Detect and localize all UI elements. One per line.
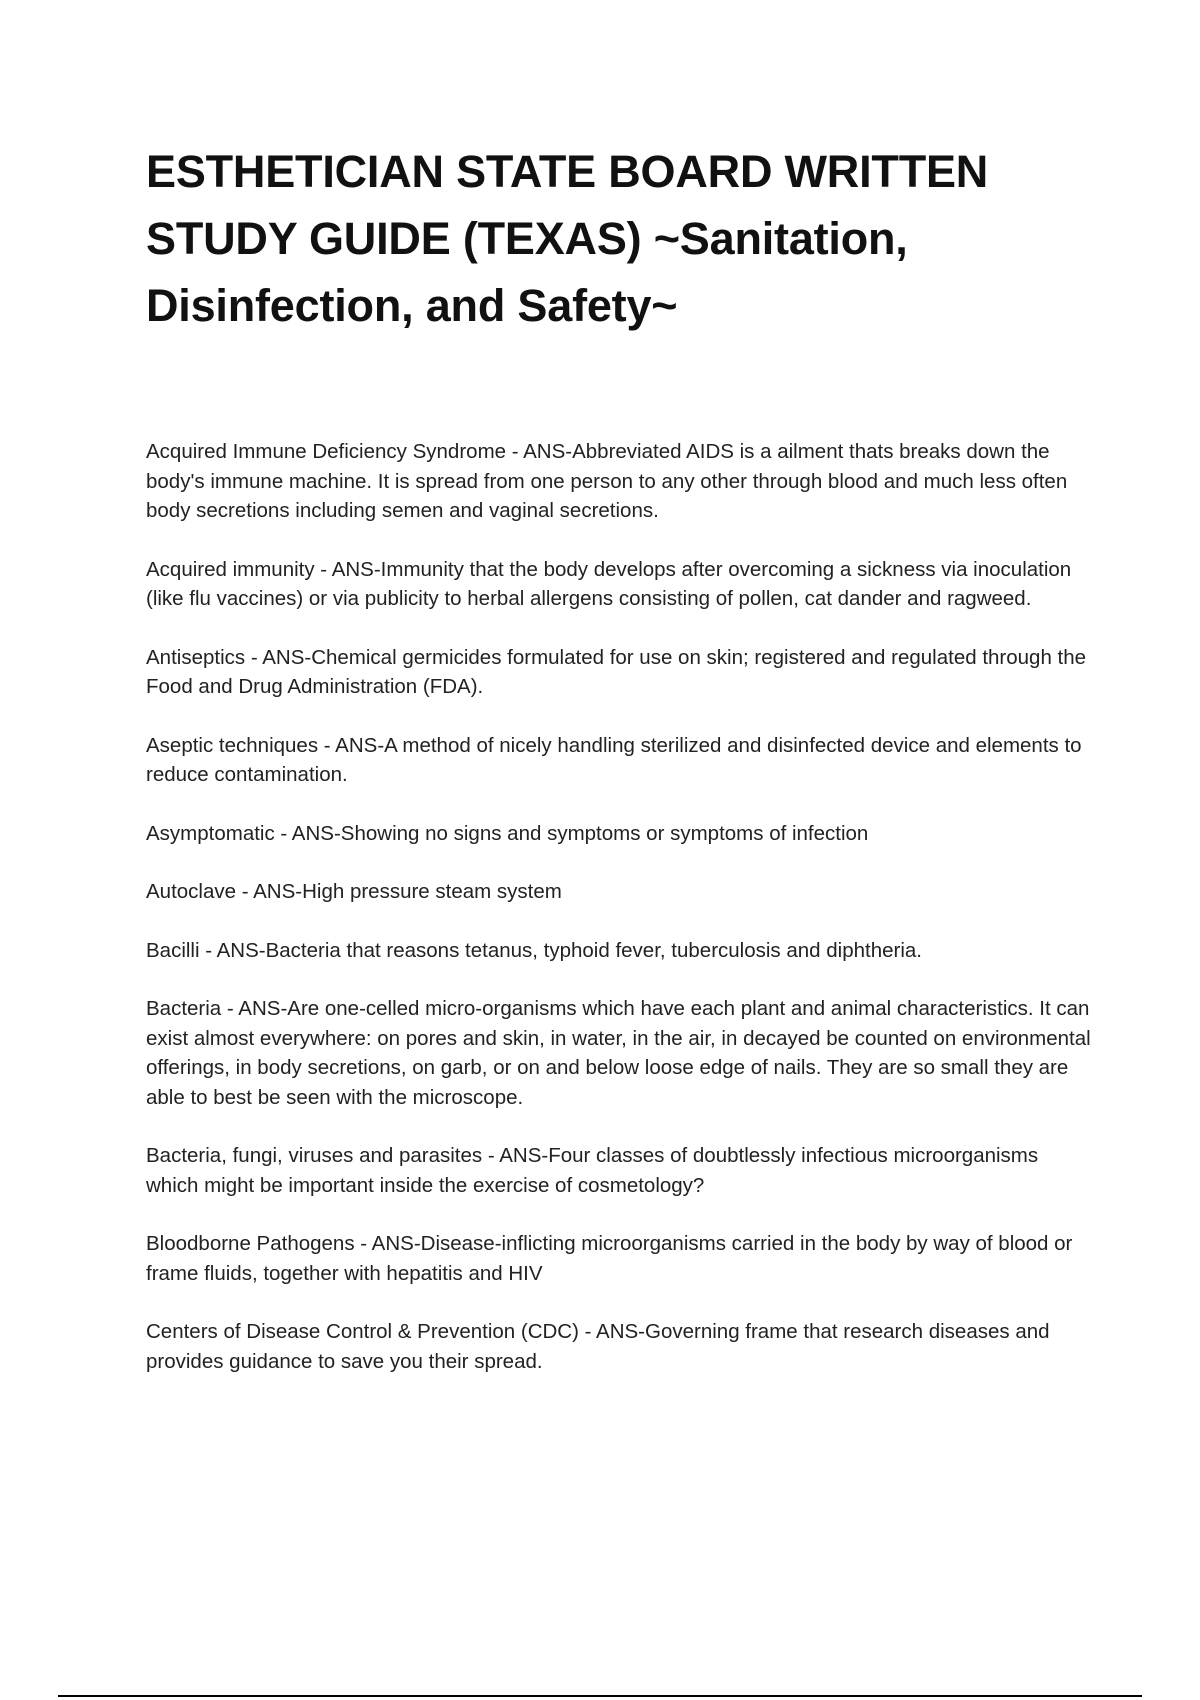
glossary-entry: Aseptic techniques - ANS-A method of nicely handling sterilized and disinfected device and elements to reduce contamination.	[146, 733, 1082, 786]
glossary-entry: Autoclave - ANS-High pressure steam system	[146, 880, 562, 903]
glossary-entry: Bacilli - ANS-Bacteria that reasons tetanus, typhoid fever, tuberculosis and diphtheria.	[146, 938, 923, 962]
glossary-entry: Bloodborne Pathogens - ANS-Disease-inflicting microorganisms carried in the body by way of blood or frame fluids, together with hepatitis and HIV	[146, 1232, 1073, 1285]
glossary-entry: Asymptomatic - ANS-Showing no signs and symptoms or symptoms of infection	[146, 821, 869, 845]
glossary-entry: Acquired immunity - ANS-Immunity that the body develops after overcoming a sickness via inoculation (like flu vaccines) or via publicity to herbal allergens consisting of pollen, cat dander and ragweed.	[146, 557, 1072, 610]
glossary-entry: Antiseptics - ANS-Chemical germicides formulated for use on skin; registered and regulated through the Food and Drug Administration (FDA).	[146, 645, 1087, 698]
glossary-entries	[146, 437, 1096, 1405]
glossary-entry: Acquired Immune Deficiency Syndrome - ANS-Abbreviated AIDS is a ailment thats breaks down the body's immune machine. It is spread from one person to any other through blood and much less often body secretions including semen and vaginal secretions.	[146, 440, 1068, 522]
footer-divider	[58, 1695, 1142, 1697]
glossary-entry: Bacteria - ANS-Are one-celled micro-organisms which have each plant and animal characteristics. It can exist almost everywhere: on pores and skin, in water, in the air, in decayed be counted on environmental offerings, in body secretions, on garb, or on and below loose edge of nails. They are so small they are able to best be seen with the microscope.	[146, 997, 1091, 1109]
glossary-entry: Centers of Disease Control & Prevention (CDC) - ANS-Governing frame that research diseases and provides guidance to save you their spread.	[146, 1320, 1050, 1373]
glossary-entry: Bacteria, fungi, viruses and parasites - ANS-Four classes of doubtlessly infectious microorganisms which might be important inside the exercise of cosmetology?	[146, 1144, 1039, 1197]
document-title: ESTHETICIAN STATE BOARD WRITTEN STUDY GUIDE (TEXAS) ~Sanitation, Disinfection, and Safety~	[146, 146, 989, 331]
